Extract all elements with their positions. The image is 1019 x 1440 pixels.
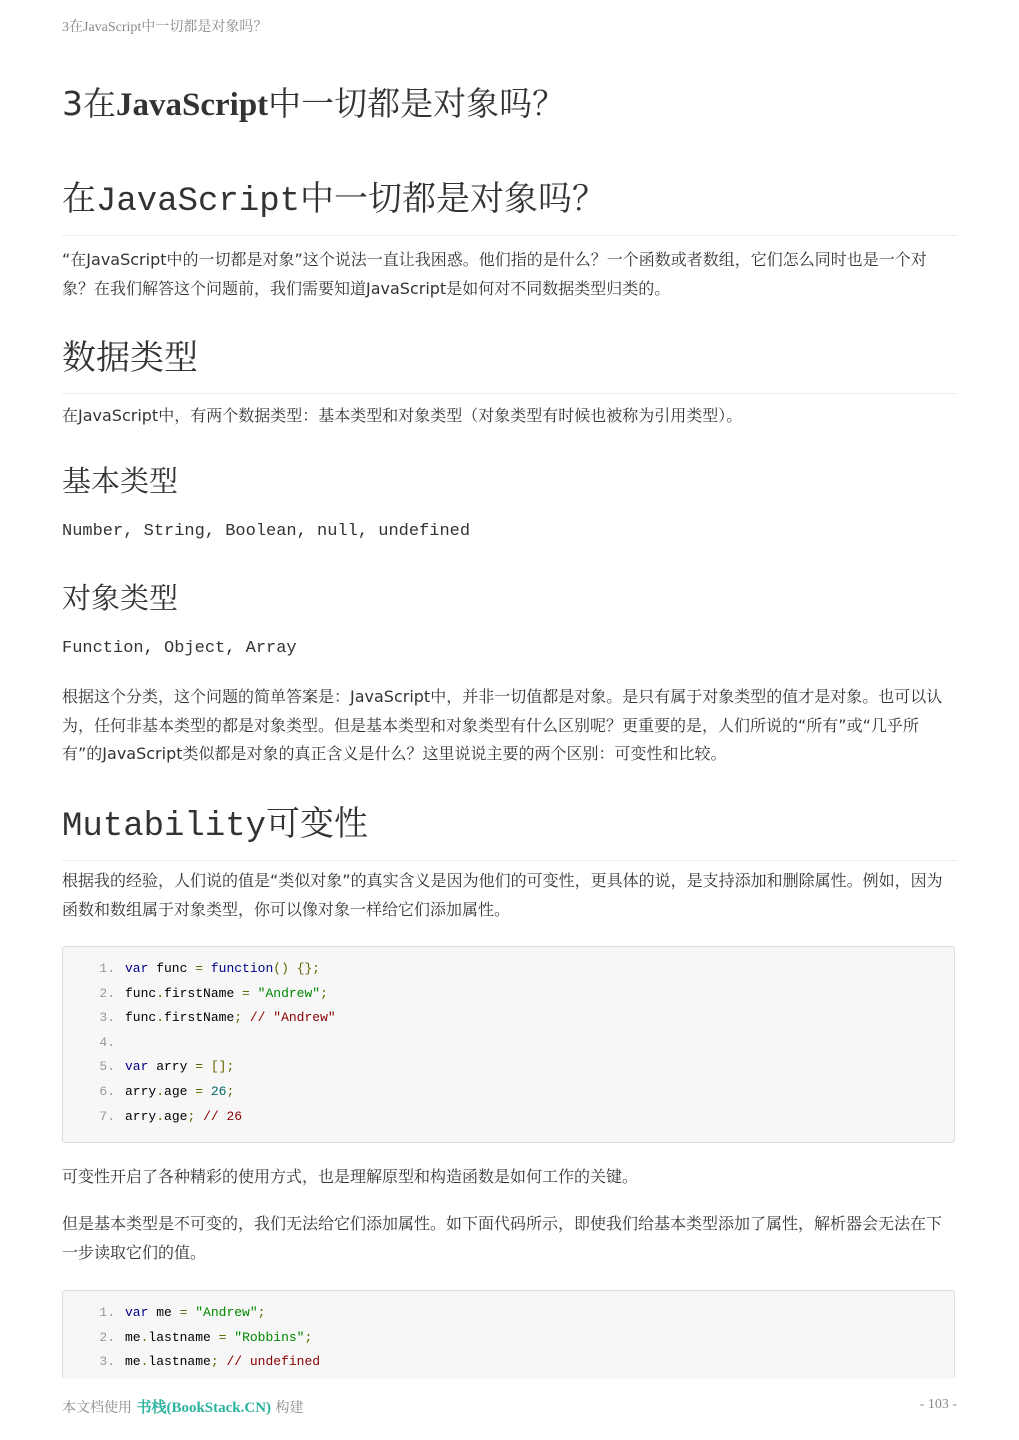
code-token (289, 961, 297, 976)
code-token: firstName (164, 1010, 235, 1026)
code-line (63, 1080, 954, 1105)
code-token: function (210, 961, 274, 976)
heading-mutability-rest: 可变性 (266, 804, 369, 844)
code-token (203, 1084, 211, 1099)
code-token: age (164, 1083, 196, 1099)
code-token: var (125, 1059, 149, 1075)
code-token: "Robbins" (234, 1329, 305, 1345)
mutability-paragraph: 根据我的经验，人们说的值是“类似对象”的真实含义是因为他们的可变性，更具体的说，是支持添加和删除属性。例如，因为函数和数组属于对象类型，你可以像对象一样给它们添加属性。 (62, 871, 943, 919)
code-token: = (195, 1083, 204, 1099)
object-types-list: Function, Object, Array (62, 639, 297, 658)
code-token: me (148, 1305, 180, 1320)
code-token: ; (234, 1010, 243, 1026)
code-token: = (218, 1329, 227, 1345)
code-token: ; (210, 1354, 219, 1370)
code-token: // 26 (203, 1108, 243, 1124)
code-token: lastname (148, 1354, 211, 1370)
code-token (203, 1059, 211, 1074)
code-token: . (156, 1010, 165, 1026)
mutability-key-paragraph: 可变性开启了各种精彩的使用方式，也是理解原型和构造函数是如何工作的关键。 (62, 1167, 639, 1186)
code-token: ; (226, 1083, 235, 1099)
code-token: func (148, 961, 196, 976)
heading-main-rest: 中一切都是对象吗？ (300, 179, 607, 219)
footer-credit (62, 1396, 304, 1417)
immutable-paragraph: 但是基本类型是不可变的，我们无法给它们添加属性。如下面代码所示，即使我们给基本类型添加了属性，解析器会无法在下一步读取它们的值。 (62, 1214, 943, 1262)
code-token (195, 1109, 203, 1124)
code-token (203, 961, 211, 976)
code-line (63, 1031, 954, 1056)
code-token: = (195, 1059, 204, 1075)
code-token: arry (148, 1059, 196, 1075)
code-line (63, 1350, 954, 1375)
primitive-types-list: Number, String, Boolean, null, undefined (62, 522, 471, 541)
code-line (63, 1006, 954, 1031)
code-token: = (195, 961, 204, 976)
document-title-suffix: 中一切都是对象吗？ (268, 84, 566, 123)
page-number: - 103 - (919, 1397, 957, 1412)
line-number: 3. (99, 1354, 115, 1370)
code-token: arry (125, 1108, 157, 1124)
code-token: func (125, 985, 157, 1001)
code-token: // "Andrew" (249, 1010, 336, 1026)
code-line (63, 982, 954, 1007)
code-token: ; (320, 985, 328, 1001)
code-token: []; (210, 1059, 235, 1075)
code-token: = (242, 985, 250, 1001)
footer-brand-link[interactable]: 书栈(BookStack.CN) (136, 1400, 272, 1416)
code-token: "Andrew" (195, 1305, 258, 1320)
line-number: 4. (99, 1034, 115, 1050)
heading-primitive-types: 基本类型 (62, 464, 179, 498)
intro-paragraph: “在JavaScript中的一切都是对象”这个说法一直让我困惑。他们指的是什么？一个函数或者数组，它们怎么同时也是一个对象？在我们解答这个问题前，我们需要知道JavaScript是如何对不同数据类型归类的。 (62, 250, 927, 298)
document-title (62, 78, 565, 125)
heading-main (62, 171, 957, 236)
code-token: func (125, 1010, 157, 1026)
code-token: . (156, 1083, 165, 1099)
code-token: var (125, 961, 149, 976)
code-line (63, 1105, 954, 1130)
line-number: 3. (99, 1010, 115, 1026)
code-token: firstName (164, 985, 243, 1001)
running-header: 3在JavaScript中一切都是对象吗？ (62, 20, 268, 35)
code-line (63, 1301, 954, 1326)
line-number: 1. (99, 961, 115, 976)
code-token: arry (125, 1083, 157, 1099)
code-token: = (179, 1305, 188, 1320)
line-number: 6. (99, 1083, 115, 1099)
document-title-js: JavaScript (116, 87, 269, 123)
code-token: me (125, 1354, 141, 1370)
heading-mutability-mono: Mutability (62, 808, 267, 846)
code-token: lastname (148, 1329, 219, 1345)
code-token: {}; (296, 961, 321, 976)
line-number: 2. (99, 1329, 115, 1345)
heading-main-mono: 在JavaScript (62, 183, 301, 221)
code-token: () (273, 961, 289, 976)
code-token: . (156, 1108, 165, 1124)
code-line (63, 1326, 954, 1351)
code-block-mutable (62, 946, 955, 1143)
footer-suffix: 构建 (271, 1400, 304, 1416)
heading-object-types: 对象类型 (62, 581, 179, 615)
line-number: 7. (99, 1108, 115, 1124)
heading-data-types: 数据类型 (62, 330, 957, 394)
footer-prefix: 本文档使用 (62, 1400, 137, 1416)
document-title-prefix: 3在 (62, 84, 116, 123)
heading-mutability (62, 796, 957, 861)
code-token: // undefined (226, 1354, 321, 1370)
code-line (63, 1055, 954, 1080)
code-token: . (140, 1329, 149, 1345)
code-token: "Andrew" (257, 985, 321, 1001)
code-token: 26 (210, 1083, 227, 1099)
code-token: var (125, 1305, 149, 1320)
line-number: 5. (99, 1059, 115, 1075)
code-line (63, 957, 954, 982)
line-number: 2. (99, 985, 115, 1001)
code-block-immutable (62, 1290, 955, 1379)
line-number: 1. (99, 1305, 115, 1320)
data-types-paragraph: 在JavaScript中，有两个数据类型：基本类型和对象类型（对象类型有时候也被称为引用类型）。 (62, 406, 743, 425)
code-token (250, 986, 258, 1001)
code-token (242, 1010, 250, 1025)
code-token: ; (304, 1329, 313, 1345)
code-token: ; (257, 1305, 266, 1320)
code-token: age (164, 1108, 188, 1124)
code-token: . (156, 985, 165, 1001)
code-token: me (125, 1329, 141, 1345)
code-token: ; (187, 1108, 196, 1124)
answer-paragraph: 根据这个分类，这个问题的简单答案是：JavaScript中，并非一切值都是对象。是只有属于对象类型的值才是对象。也可以认为，任何非基本类型的都是对象类型。但是基本类型和对象类型有什么区别呢？更重要的是，人们所说的“所有”或“几乎所有”的JavaScript类似都是对象的真正含义是什么？这里说说主要的两个区别：可变性和比较。 (62, 687, 943, 763)
code-token: . (140, 1354, 149, 1370)
